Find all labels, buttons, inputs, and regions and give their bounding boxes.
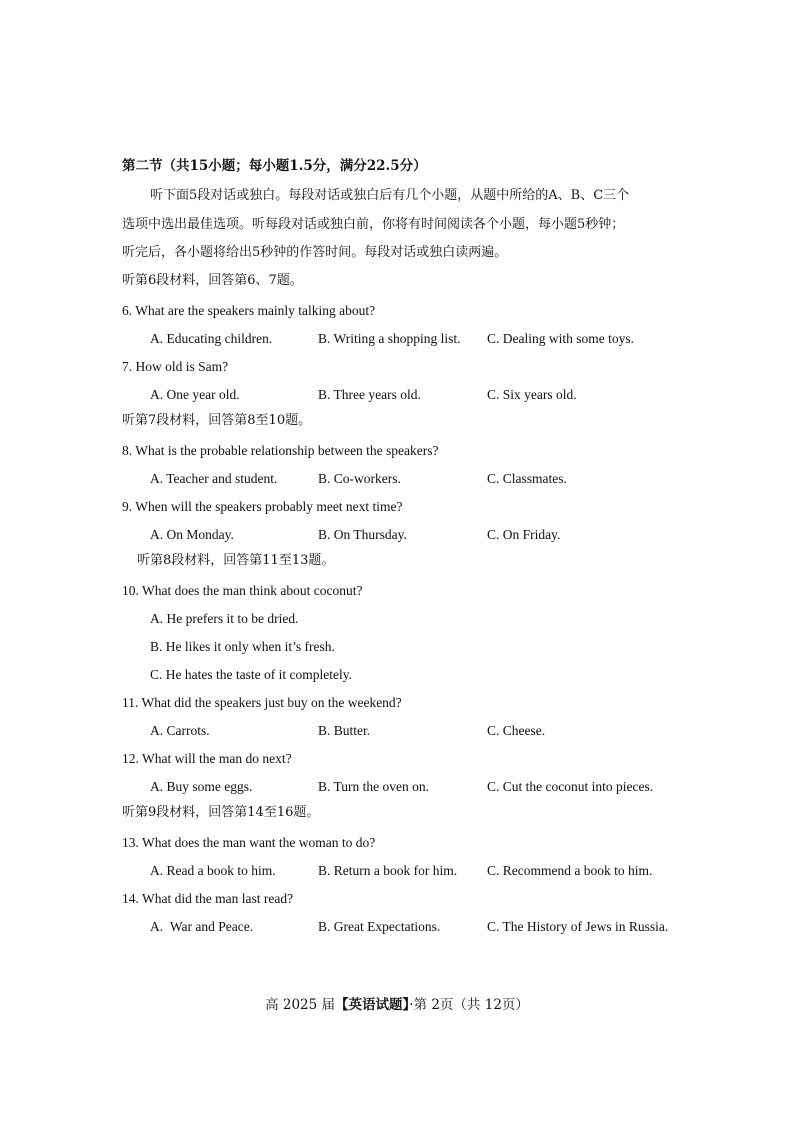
footer-page: ·第 2页（共 12页） (409, 997, 529, 1013)
section-cue-6: 听第6段材料，回答第6、7题。 (122, 273, 303, 288)
section-cue-9: 听第9段材料，回答第14至16题。 (122, 805, 320, 820)
question-8-option-a: A. Teacher and student. (150, 471, 278, 486)
question-10-option-a: A. He prefers it to be dried. (150, 611, 299, 626)
question-7-option-c: C. Six years old. (487, 387, 577, 402)
question-7-option-b: B. Three years old. (318, 387, 421, 402)
question-10-option-b: B. He likes it only when it’s fresh. (150, 639, 335, 654)
question-6-stem: 6. What are the speakers mainly talking about? (122, 303, 376, 318)
question-12-option-a: A. Buy some eggs. (150, 779, 253, 794)
section-cue-7: 听第7段材料，回答第8至10题。 (122, 413, 312, 428)
question-11-stem: 11. What did the speakers just buy on the weekend? (122, 695, 402, 710)
page-footer (0, 993, 794, 1013)
question-9-stem: 9. When will the speakers probably meet next time? (122, 499, 403, 514)
question-6-option-b: B. Writing a shopping list. (318, 331, 461, 346)
question-9-option-c: C. On Friday. (487, 527, 561, 542)
footer-subject: 【英语试题】 (335, 997, 410, 1013)
question-14-option-a: A. War and Peace. (150, 919, 254, 934)
section-title: 第二节（共15小题；每小题1.5分，满分22.5分） (122, 158, 427, 174)
question-10-option-c: C. He hates the taste of it completely. (150, 667, 352, 682)
question-7-stem: 7. How old is Sam? (122, 359, 229, 374)
question-7-option-a: A. One year old. (150, 387, 240, 402)
question-11-option-a: A. Carrots. (150, 723, 210, 738)
footer-prefix: 高 2025 届 (265, 997, 336, 1013)
intro-line-3: 听完后，各小题将给出5秒钟的作答时间。每段对话或独白读两遍。 (122, 245, 508, 260)
question-8-option-c: C. Classmates. (487, 471, 567, 486)
question-8-option-b: B. Co-workers. (318, 471, 401, 486)
question-8-stem: 8. What is the probable relationship between the speakers? (122, 443, 439, 458)
question-9-option-a: A. On Monday. (150, 527, 234, 542)
question-13-option-b: B. Return a book for him. (318, 863, 458, 878)
question-6-option-c: C. Dealing with some toys. (487, 331, 634, 346)
question-11-option-c: C. Cheese. (487, 723, 546, 738)
question-6-option-a: A. Educating children. (150, 331, 273, 346)
intro-line-1: 听下面5段对话或独白。每段对话或独白后有几个小题，从题中所给的A、B、C三个 (150, 188, 630, 203)
question-9-option-b: B. On Thursday. (318, 527, 407, 542)
question-13-stem: 13. What does the man want the woman to do? (122, 835, 376, 850)
section-cue-8: 听第8段材料，回答第11至13题。 (137, 553, 335, 568)
intro-line-2: 选项中选出最佳选项。听每段对话或独白前，你将有时间阅读各个小题，每小题5秒钟； (122, 217, 625, 232)
question-12-option-b: B. Turn the oven on. (318, 779, 430, 794)
question-14-option-c: C. The History of Jews in Russia. (487, 919, 669, 934)
question-13-option-c: C. Recommend a book to him. (487, 863, 653, 878)
question-13-option-a: A. Read a book to him. (150, 863, 276, 878)
question-11-option-b: B. Butter. (318, 723, 371, 738)
question-10-stem: 10. What does the man think about coconut? (122, 583, 363, 598)
question-12-option-c: C. Cut the coconut into pieces. (487, 779, 654, 794)
question-14-stem: 14. What did the man last read? (122, 891, 294, 906)
question-12-stem: 12. What will the man do next? (122, 751, 292, 766)
question-14-option-b: B. Great Expectations. (318, 919, 441, 934)
